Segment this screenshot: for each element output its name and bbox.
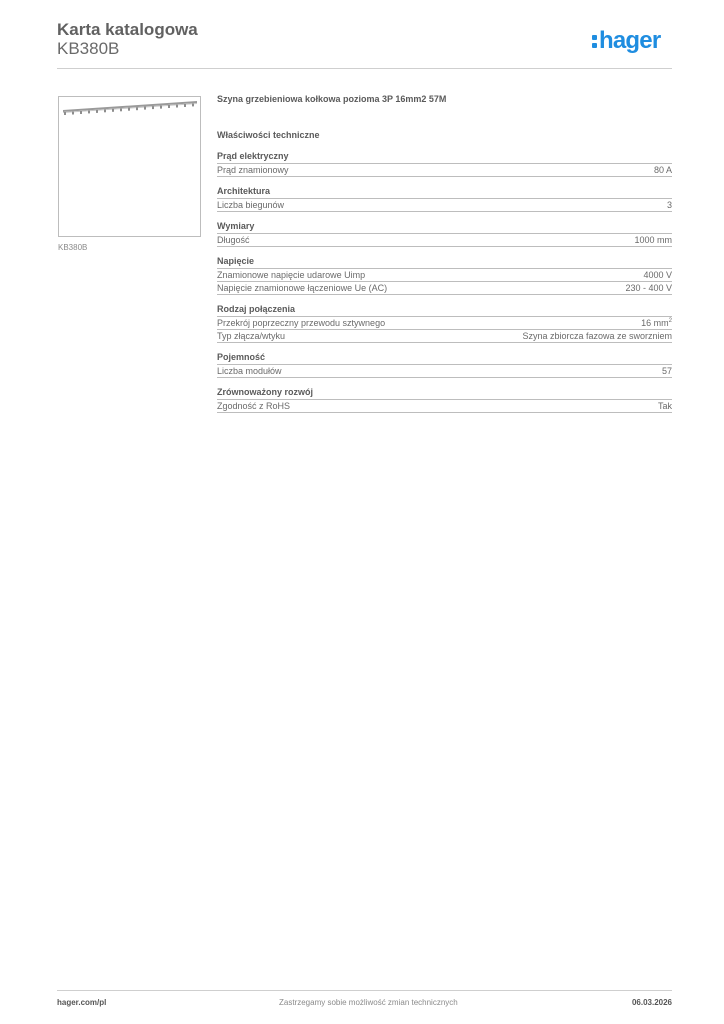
spec-label: Długość: [217, 235, 250, 245]
footer-date: 06.03.2026: [631, 998, 672, 1007]
spec-label: Liczba modułów: [217, 366, 282, 376]
group-title: Napięcie: [217, 255, 672, 269]
spec-row: [217, 234, 672, 247]
spec-row: [217, 199, 672, 212]
logo-text: hager: [599, 27, 661, 54]
spec-value: 4000 V: [643, 270, 672, 280]
footer-website-link[interactable]: hager.com/pl: [57, 998, 107, 1007]
spec-row: [217, 317, 672, 330]
busbar-illustration-icon: [59, 97, 200, 236]
spec-group-architecture: [217, 185, 672, 212]
spec-panel: [217, 92, 672, 413]
spec-label: Znamionowe napięcie udarowe Uimp: [217, 270, 366, 280]
group-title: Zrównoważony rozwój: [217, 386, 672, 400]
spec-value: [641, 317, 672, 329]
spec-row: [217, 400, 672, 413]
spec-group-voltage: [217, 255, 672, 295]
spec-group-connection: [217, 303, 672, 343]
spec-label: Liczba biegunów: [217, 200, 285, 210]
logo-colon-icon: [592, 32, 597, 50]
spec-value: 57: [661, 366, 672, 376]
spec-row: [217, 164, 672, 177]
header-divider: [57, 68, 672, 69]
document-title: Karta katalogowa: [57, 20, 198, 39]
spec-row: [217, 365, 672, 378]
image-caption: KB380B: [58, 243, 88, 252]
spec-value-superscript: 2: [668, 318, 672, 324]
spec-value-main: 16 mm: [641, 318, 669, 328]
spec-value: Szyna zbiorcza fazowa ze sworzniem: [522, 331, 672, 341]
spec-label: Prąd znamionowy: [217, 165, 289, 175]
footer-divider: [57, 990, 672, 991]
spec-label: Typ złącza/wtyku: [217, 331, 286, 341]
group-title: Pojemność: [217, 351, 672, 365]
group-title: Rodzaj połączenia: [217, 303, 672, 317]
footer-disclaimer: Zastrzegamy sobie możliwość zmian technicznych: [279, 998, 458, 1007]
product-name: Szyna grzebieniowa kołkowa pozioma 3P 16mm2 57M: [217, 94, 447, 104]
spec-value: 230 - 400 V: [625, 283, 672, 293]
spec-row: [217, 330, 672, 343]
product-code: KB380B: [57, 39, 120, 58]
spec-group-sustainability: [217, 386, 672, 413]
spec-value: 1000 mm: [634, 235, 672, 245]
group-title: Wymiary: [217, 220, 672, 234]
spec-value: Tak: [657, 401, 672, 411]
spec-group-current: [217, 150, 672, 177]
product-image: [58, 96, 201, 237]
spec-label: Napięcie znamionowe łączeniowe Ue (AC): [217, 283, 388, 293]
spec-row: [217, 282, 672, 295]
hager-logo: [592, 27, 660, 55]
spec-label: Przekrój poprzeczny przewodu sztywnego: [217, 318, 386, 328]
spec-row: [217, 269, 672, 282]
spec-value: 80 A: [653, 165, 672, 175]
spec-group-capacity: [217, 351, 672, 378]
section-title: Właściwości techniczne: [217, 130, 320, 140]
spec-label: Zgodność z RoHS: [217, 401, 291, 411]
group-title: Prąd elektryczny: [217, 150, 672, 164]
spec-value: 3: [666, 200, 672, 210]
group-title: Architektura: [217, 185, 672, 199]
spec-group-dimensions: [217, 220, 672, 247]
